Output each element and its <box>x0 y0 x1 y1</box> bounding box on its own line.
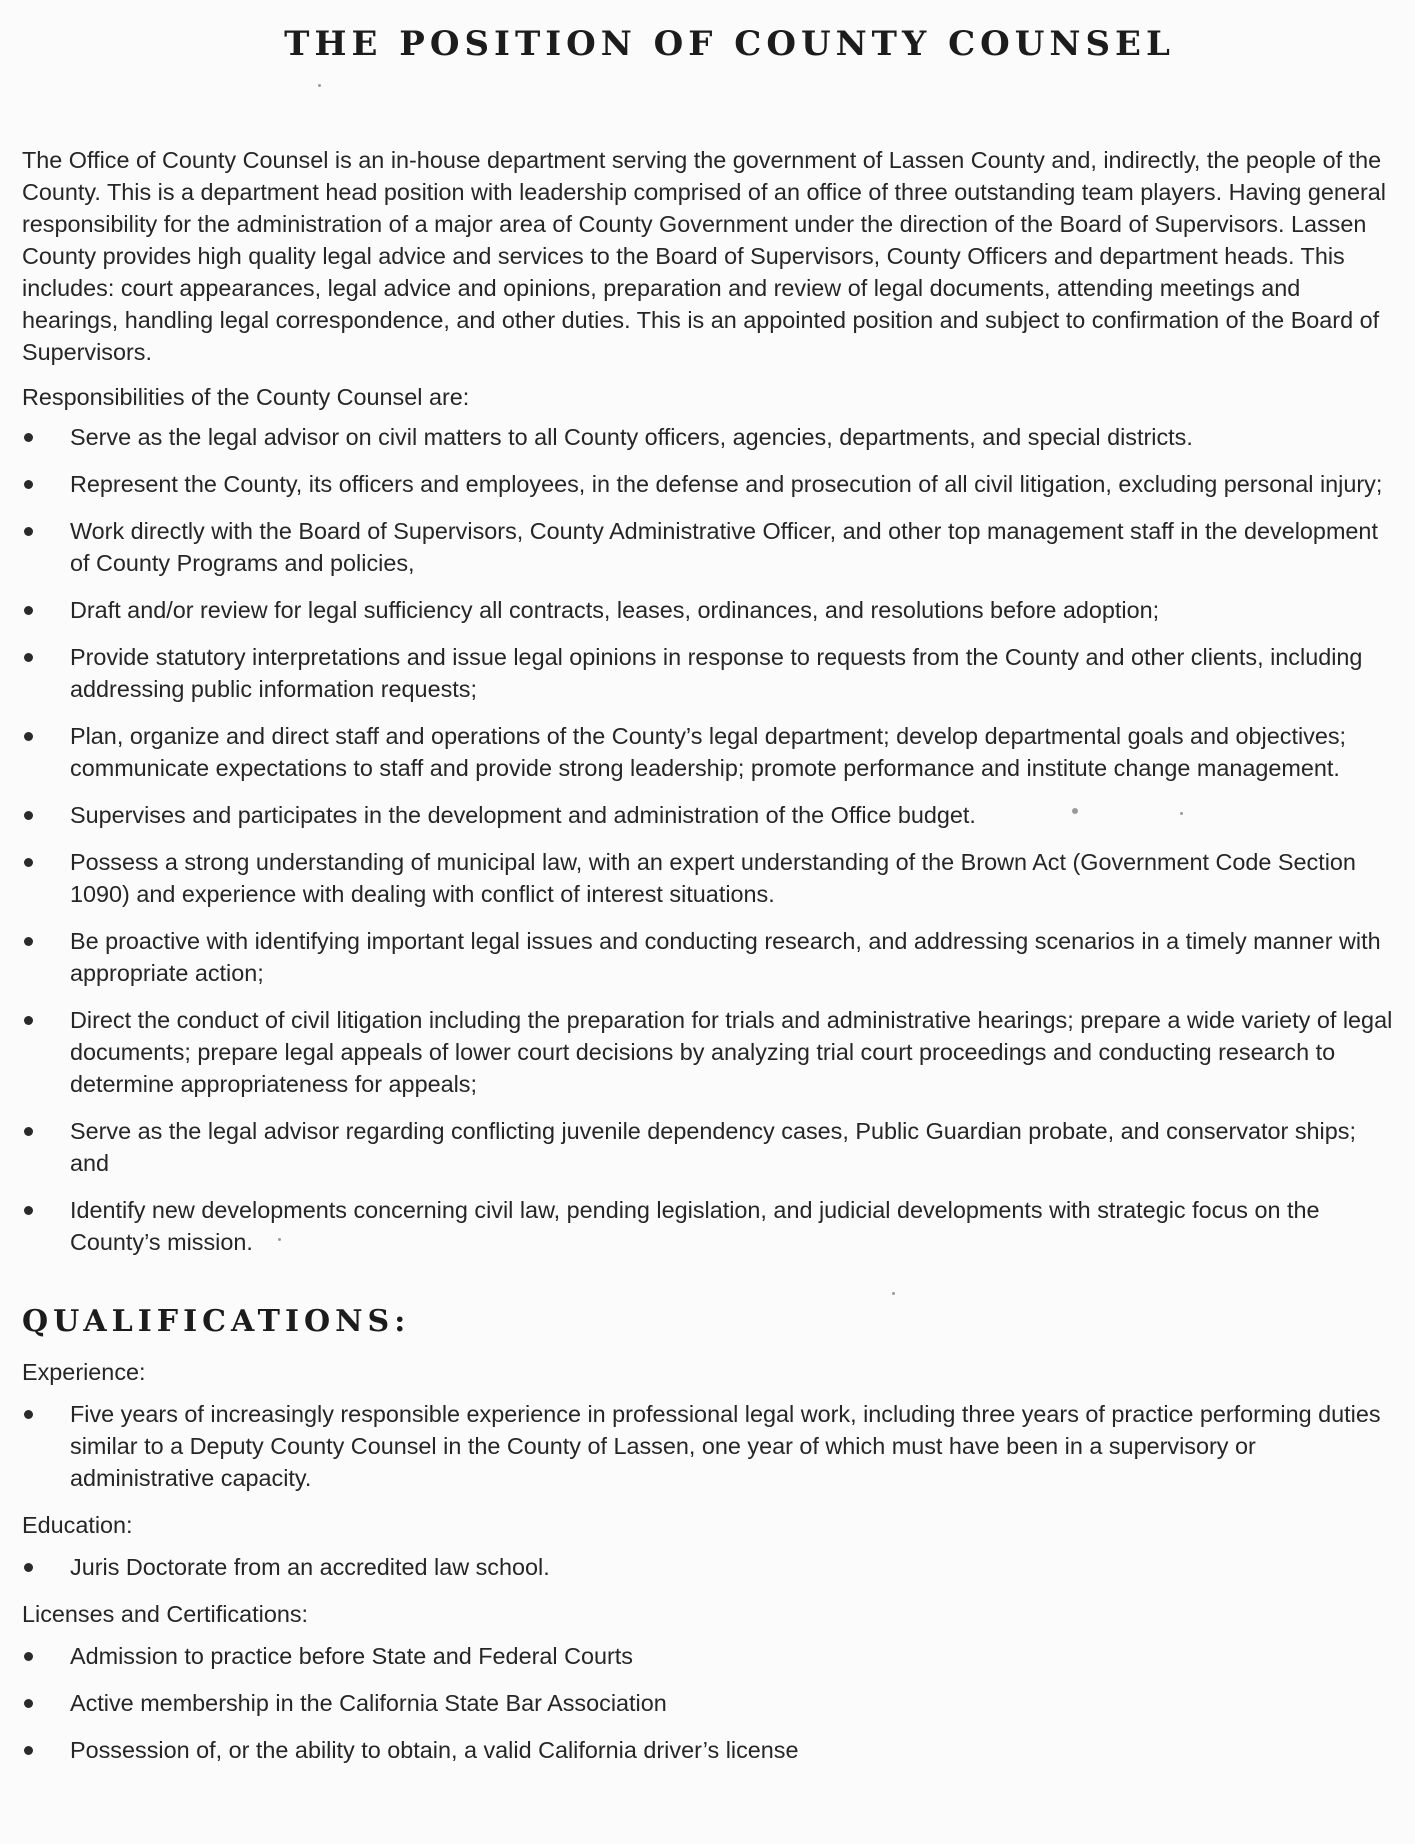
list-item-text: Draft and/or review for legal sufficiency all contracts, leases, ordinances, and resolutions before adoption; <box>70 597 1160 623</box>
list-item-text: Identify new developments concerning civil law, pending legislation, and judicial developments with strategic focus on the County’s mission. <box>70 1197 1320 1255</box>
scan-speck <box>1072 808 1078 814</box>
bullet-icon <box>24 1699 33 1708</box>
experience-list <box>22 1398 1401 1494</box>
bullet-icon <box>24 480 33 489</box>
responsibilities-list <box>22 421 1401 1258</box>
list-item-text: Admission to practice before State and Federal Courts <box>70 1643 633 1669</box>
experience-label: Experience: <box>22 1359 146 1385</box>
bullet-icon <box>24 606 33 615</box>
bullet-icon <box>24 527 33 536</box>
list-item-text: Five years of increasingly responsible experience in professional legal work, including three years of practice performing duties similar to a Deputy County Counsel in the County of Lassen, one year of which must have been in a supervisory or administrative capacity. <box>70 1401 1381 1491</box>
list-item <box>22 421 1401 453</box>
list-item <box>22 1398 1401 1494</box>
bullet-icon <box>24 811 33 820</box>
scan-speck <box>1180 812 1183 815</box>
bullet-icon <box>24 858 33 867</box>
bullet-icon <box>24 1563 33 1572</box>
list-item <box>22 468 1401 500</box>
list-item-text: Represent the County, its officers and employees, in the defense and prosecution of all civil litigation, excluding personal injury; <box>70 471 1383 497</box>
bullet-icon <box>24 937 33 946</box>
list-item <box>22 1551 1401 1583</box>
list-item <box>22 515 1401 579</box>
intro-paragraph: The Office of County Counsel is an in-house department serving the government of Lassen County and, indirectly, the people of the County. This is a department head position with leadership comprised of an office of three outstanding team players. Having general responsibility for the administration of a major area of County Government under the direction of the Board of Supervisors. Lassen County provides high quality legal advice and services to the Board of Supervisors, County Officers and department heads. This includes: court appearances, legal advice and opinions, preparation and review of legal documents, attending meetings and hearings, handling legal correspondence, and other duties. This is an appointed position and subject to confirmation of the Board of Supervisors. <box>22 147 1386 365</box>
bullet-icon <box>24 1016 33 1025</box>
licenses-label: Licenses and Certifications: <box>22 1601 309 1627</box>
list-item-text: Active membership in the California State Bar Association <box>70 1690 667 1716</box>
education-list <box>22 1551 1401 1583</box>
list-item <box>22 1734 1401 1766</box>
bullet-icon <box>24 1127 33 1136</box>
list-item-text: Possession of, or the ability to obtain, a valid California driver’s license <box>70 1737 799 1763</box>
list-item <box>22 1115 1401 1179</box>
scan-speck <box>892 1292 895 1295</box>
list-item <box>22 846 1401 910</box>
list-item <box>22 1004 1401 1100</box>
bullet-icon <box>24 433 33 442</box>
education-label: Education: <box>22 1512 133 1538</box>
list-item-text: Serve as the legal advisor regarding conflicting juvenile dependency cases, Public Guardian probate, and conservator ships; and <box>70 1118 1356 1176</box>
list-item-text: Work directly with the Board of Supervisors, County Administrative Officer, and other top management staff in the development of County Programs and policies, <box>70 518 1378 576</box>
list-item-text: Provide statutory interpretations and issue legal opinions in response to requests from the County and other clients, including addressing public information requests; <box>70 644 1363 702</box>
bullet-icon <box>24 1746 33 1755</box>
bullet-icon <box>24 732 33 741</box>
list-item-text: Direct the conduct of civil litigation including the preparation for trials and administrative hearings; prepare a wide variety of legal documents; prepare legal appeals of lower court decisions by analyzing trial court proceedings and conducting research to determine appropriateness for appeals; <box>70 1007 1393 1097</box>
list-item <box>22 1640 1401 1672</box>
page-title: THE POSITION OF COUNTY COUNSEL <box>284 24 1175 64</box>
responsibilities-lead: Responsibilities of the County Counsel are: <box>22 384 470 410</box>
list-item <box>22 925 1401 989</box>
licenses-list <box>22 1640 1401 1766</box>
bullet-icon <box>24 1652 33 1661</box>
list-item-text: Serve as the legal advisor on civil matters to all County officers, agencies, departments, and special districts. <box>70 424 1193 450</box>
list-item <box>22 641 1401 705</box>
bullet-icon <box>24 653 33 662</box>
list-item-text: Plan, organize and direct staff and operations of the County’s legal department; develop departmental goals and objectives; communicate expectations to staff and provide strong leadership; promote performance and institute change management. <box>70 723 1347 781</box>
list-item <box>22 1687 1401 1719</box>
list-item-text: Possess a strong understanding of municipal law, with an expert understanding of the Brown Act (Government Code Section 1090) and experience with dealing with conflict of interest situations. <box>70 849 1356 907</box>
bullet-icon <box>24 1410 33 1419</box>
qualifications-heading: QUALIFICATIONS: <box>22 1304 411 1339</box>
list-item <box>22 1194 1401 1258</box>
list-item-text: Supervises and participates in the development and administration of the Office budget. <box>70 802 976 828</box>
bullet-icon <box>24 1206 33 1215</box>
list-item <box>22 799 1401 831</box>
scan-speck <box>318 84 321 87</box>
list-item-text: Be proactive with identifying important legal issues and conducting research, and addressing scenarios in a timely manner with appropriate action; <box>70 928 1381 986</box>
list-item-text: Juris Doctorate from an accredited law school. <box>70 1554 550 1580</box>
list-item <box>22 594 1401 626</box>
list-item <box>22 720 1401 784</box>
scan-speck <box>278 1238 281 1241</box>
